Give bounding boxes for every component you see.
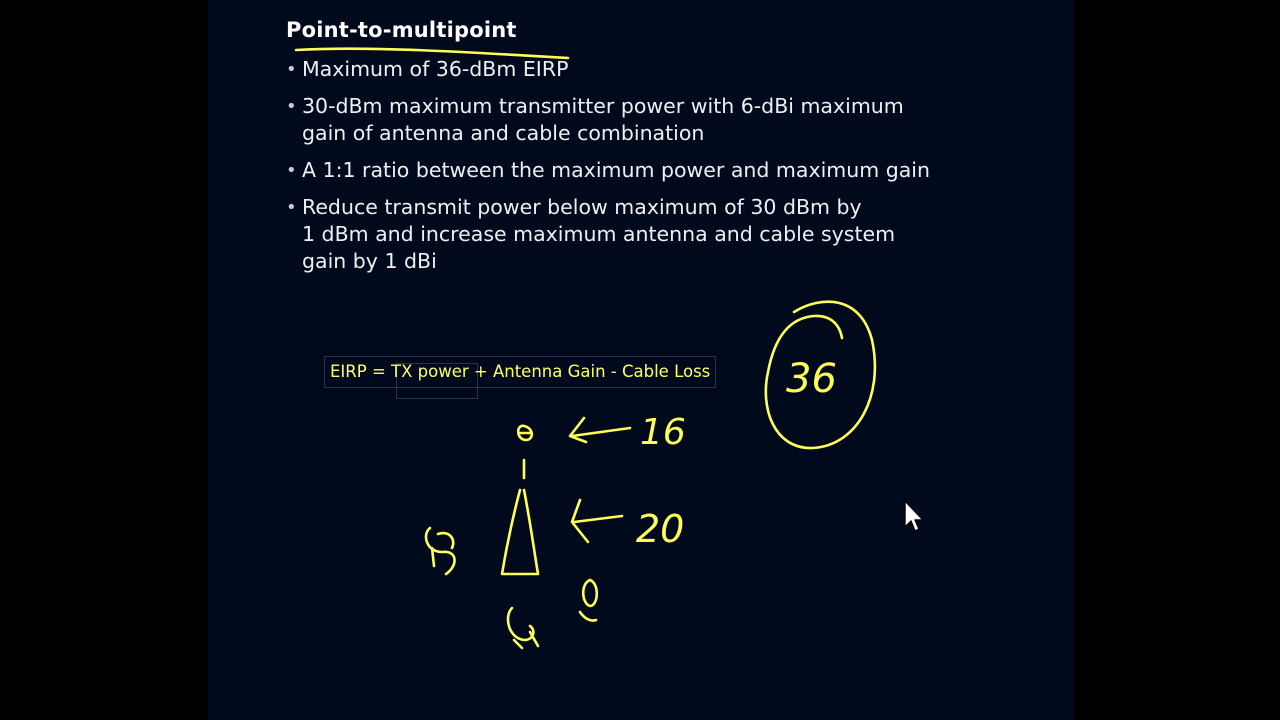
bullet-item: • Reduce transmit power below maximum of 30 dBm by 1 dBm and increase maximum antenna and cable system gain by 1 dBi xyxy=(286,194,1046,275)
bullet-item: • Maximum of 36-dBm EIRP xyxy=(286,56,1046,83)
antenna-mast xyxy=(502,460,538,574)
slide xyxy=(208,0,1074,720)
handwritten-annotations xyxy=(208,0,1074,720)
antenna-tip xyxy=(518,426,532,440)
client-left xyxy=(426,528,455,574)
arrow-top xyxy=(570,418,630,442)
zero-mark xyxy=(580,580,597,621)
slide-title: Point-to-multipoint xyxy=(286,18,517,42)
eirp-formula: EIRP = TX power + Antenna Gain - Cable Loss xyxy=(324,356,716,388)
bullet-item: • A 1:1 ratio between the maximum power and maximum gain xyxy=(286,157,1046,184)
title-underline xyxy=(296,49,568,58)
circled-value: 36 xyxy=(786,356,837,402)
client-bottom xyxy=(508,608,538,648)
bullet-item: • 30-dBm maximum transmitter power with 6-dBi maximum gain of antenna and cable combination xyxy=(286,93,1046,147)
arrow-cursor-icon xyxy=(904,500,926,534)
arrow-mid xyxy=(572,500,622,542)
label-mid: 20 xyxy=(636,507,685,551)
label-top: 16 xyxy=(640,412,686,453)
